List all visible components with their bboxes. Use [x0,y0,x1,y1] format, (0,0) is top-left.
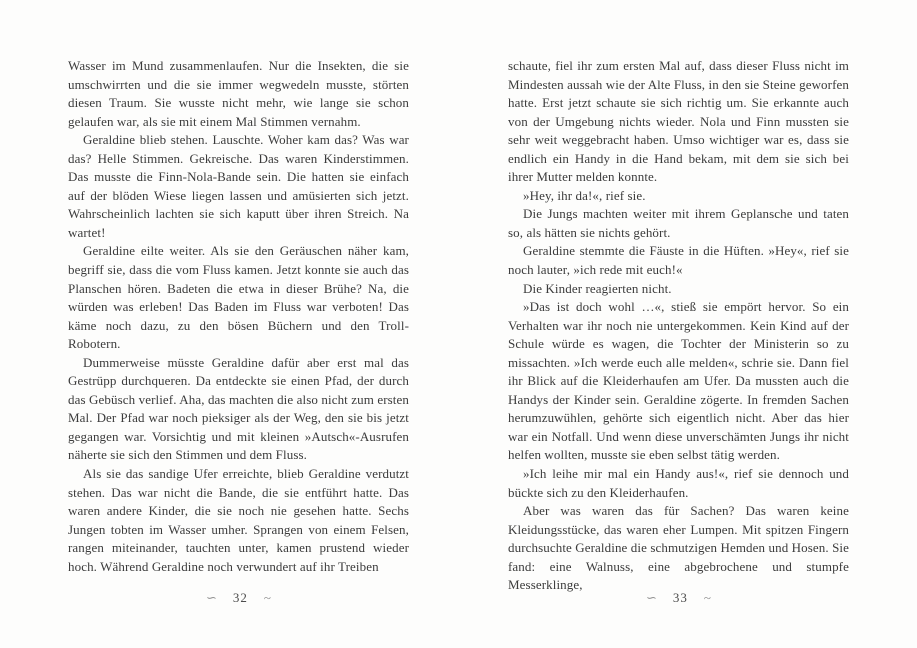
paragraph: Die Kinder reagierten nicht. [523,280,672,296]
paragraph: schaute, fiel ihr zum ersten Mal auf, dass dieser Fluss nicht im Mindesten aussah wie der Alte Fluss, in den sie Steine geworfen hatte. Erst jetzt schaute sie sich richtig um. Sie erkannte auch von der Umgebung nichts wieder. Nola und Finn mussten sie sehr weit weggebracht haben. Umso wichtiger war es, dass sie endlich ein Handy in die Hand bekam, mit dem sie sich bei ihrer Mutter melden konnte. [508,58,849,185]
ornament-left: ∽ [206,590,217,605]
page-text-column [68,57,409,576]
paragraph: Aber was waren das für Sachen? Das waren keine Kleidungsstücke, das waren eher Lumpen. Mit spitzen Fingern durchsuchte Geraldine die schmutzigen Hemden und Hosen. Sie fand: eine Walnuss, eine abgebrochene und stumpfe Messerklinge, [508,503,849,593]
book-page-left [68,57,409,622]
paragraph: »Das ist doch wohl …«, stieß sie empört hervor. So ein Verhalten war ihr noch nie untergekommen. Kein Kind auf der Schule würde es wagen, die Tochter der Ministerin so zu missachten. »Ich werde euch alle melden«, schrie sie. Dann fiel ihr Blick auf die Kleiderhaufen am Ufer. Da mussten auch die Handys der Kinder sein. Geraldine zögerte. In fremden Sachen herumzuwühlen, gehörte sich eigentlich nicht. Aber das hier war ein Notfall. Und wenn diese unverschämten Jungs ihr nicht helfen wollten, musste sie eben selbst tätig werden. [508,299,849,463]
paragraph: »Hey, ihr da!«, rief sie. [523,187,646,203]
ornament-right: ~ [703,590,711,605]
ornament-right: ~ [263,590,271,605]
page-text-column [508,57,849,595]
page-number: 32 [232,590,248,605]
book-page-right [508,57,849,622]
paragraph: Als sie das sandige Ufer erreichte, blieb Geraldine verdutzt stehen. Das war nicht die Bande, die sie entführt hatte. Das waren andere Kinder, die sie noch nie gesehen hatte. Sechs Jungen tobten im Wasser umher. Sprangen von einem Felsen, rangen miteinander, tauchten unter, kamen prustend wieder hoch. Während Geraldine noch verwundert auf ihr Treiben [68,466,409,574]
paragraph: Die Jungs machten weiter mit ihrem Geplansche und taten so, als hätten sie nichts gehört. [508,206,849,240]
page-footer [68,590,409,606]
paragraph: Geraldine stemmte die Fäuste in die Hüften. »Hey«, rief sie noch lauter, »ich rede mit euch!« [508,243,849,278]
paragraph: Wasser im Mund zusammenlaufen. Nur die Insekten, die sie umschwirrten und die sie immer wegwedeln musste, störten diesen Traum. Sie wusste nicht mehr, wie lange sie schon gelaufen war, als sie mit einem Mal Stimmen vernahm. [68,58,409,129]
paragraph: Geraldine blieb stehen. Lauschte. Woher kam das? Was war das? Helle Stimmen. Gekreische. Das waren Kinderstimmen. Das musste die Finn-Nola-Bande sein. Die hatten sie einfach auf der blöden Wiese liegen lassen und amüsierten sich jetzt. Wahrscheinlich lachten sie sich kaputt über ihren Streich. Na wartet! [68,132,409,240]
page-number: 33 [672,590,688,605]
paragraph: Geraldine eilte weiter. Als sie den Geräuschen näher kam, begriff sie, dass die vom Fluss kamen. Jetzt konnte sie auch das Planschen hören. Badeten die etwa in dieser Brühe? Na, die würden was erleben! Das Baden im Fluss war verboten! Das käme noch dazu, zu den bösen Büchern und den Troll-Robotern. [68,243,409,352]
paragraph: Dummerweise müsste Geraldine dafür aber erst mal das Gestrüpp durchqueren. Da entdeckte sie einen Pfad, der durch das Gebüsch verlief. Aha, das machten die also nicht zum ersten Mal. Der Pfad war noch pieksiger als der Weg, den sie bis jetzt gegangen war. Vorsichtig und mit kleinen »Autsch«-Ausrufen näherte sie sich den Stimmen und dem Fluss. [68,354,409,463]
page-footer [508,590,849,606]
ornament-left: ∽ [646,590,657,605]
paragraph: »Ich leihe mir mal ein Handy aus!«, rief sie dennoch und bückte sich zu den Kleiderhaufen. [508,466,849,500]
